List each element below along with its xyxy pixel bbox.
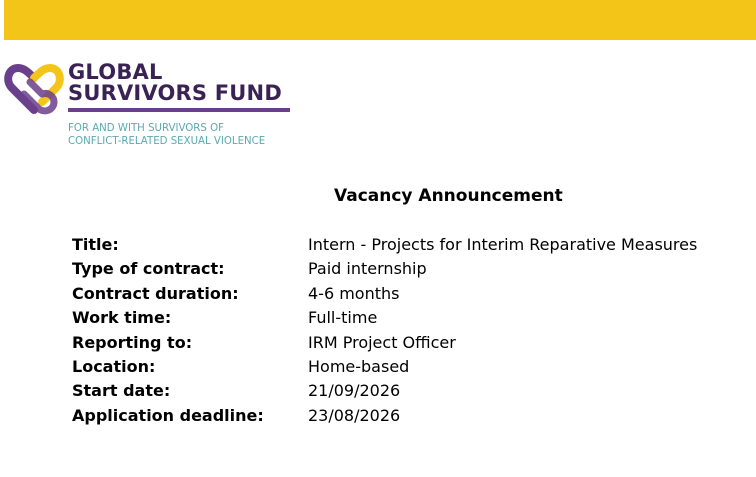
interlinked-hearts-icon bbox=[4, 60, 64, 116]
global-survivors-fund-logo bbox=[4, 58, 304, 153]
detail-value: IRM Project Officer bbox=[308, 332, 456, 352]
detail-value: Home-based bbox=[308, 356, 410, 376]
logo-tagline-line2: CONFLICT-RELATED SEXUAL VIOLENCE bbox=[68, 136, 266, 147]
detail-value: 21/09/2026 bbox=[308, 381, 401, 401]
detail-label: Type of contract: bbox=[72, 259, 225, 279]
detail-label: Title: bbox=[72, 235, 119, 254]
detail-label: Location: bbox=[72, 356, 156, 376]
detail-value: 23/08/2026 bbox=[308, 405, 401, 425]
detail-label: Application deadline: bbox=[72, 405, 264, 425]
logo-name-line1: GLOBAL bbox=[68, 60, 163, 84]
detail-value: Full-time bbox=[308, 308, 378, 328]
logo-name-line2: SURVIVORS FUND bbox=[68, 81, 282, 105]
detail-label: Contract duration: bbox=[72, 283, 239, 303]
header-band bbox=[4, 0, 756, 40]
detail-value: Intern - Projects for Interim Reparative Measures bbox=[308, 235, 698, 254]
detail-label: Reporting to: bbox=[72, 332, 193, 352]
logo-underline bbox=[68, 108, 290, 112]
logo-tagline-line1: FOR AND WITH SURVIVORS OF bbox=[68, 123, 224, 134]
logo-wordmark bbox=[68, 62, 282, 104]
document-heading: Vacancy Announcement bbox=[334, 186, 563, 206]
detail-label: Start date: bbox=[72, 381, 171, 401]
detail-value: 4-6 months bbox=[308, 283, 400, 303]
logo-tagline bbox=[68, 122, 265, 148]
detail-value: Paid internship bbox=[308, 259, 427, 279]
detail-label: Work time: bbox=[72, 308, 172, 328]
